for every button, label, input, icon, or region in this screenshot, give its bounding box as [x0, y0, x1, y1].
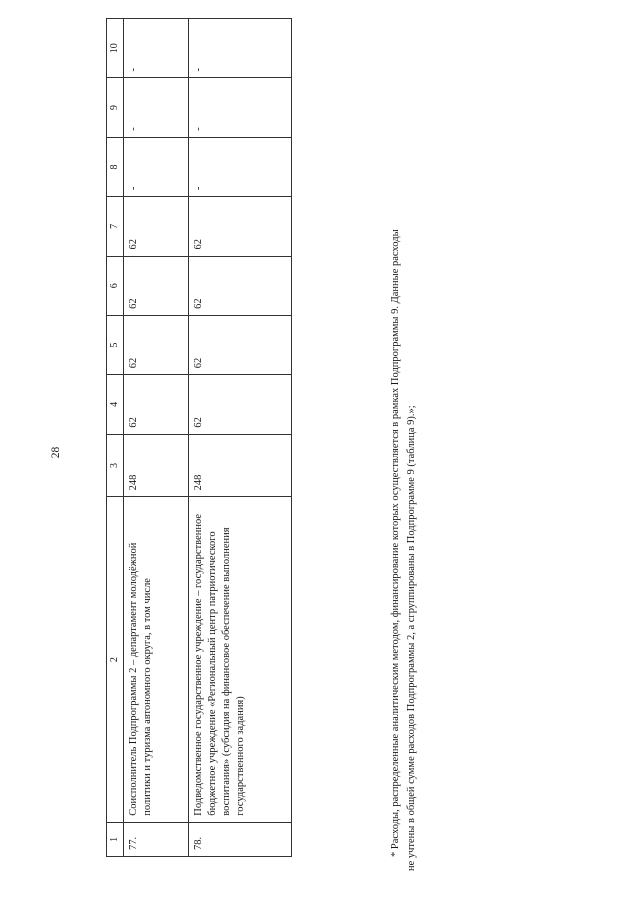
header-cell: 5: [107, 315, 124, 374]
footnote: [388, 27, 420, 871]
header-cell: 2: [107, 497, 124, 822]
row-value: -: [189, 137, 292, 196]
row-value: 248: [189, 434, 292, 497]
footnote-line: не учтены в общей сумме расходов Подпрограммы 2, а сгруппированы в Подпрограмме 9 (таблица 9).»;: [405, 405, 417, 871]
header-cell: 10: [107, 19, 124, 78]
table-row: [189, 19, 292, 857]
row-value: 248: [124, 434, 189, 497]
footnote-line: * Расходы, распределенные аналитическим методом, финансирование которых осуществляется в рамках Подпрограммы 9. Данные расходы: [390, 229, 401, 857]
row-number: 77.: [124, 822, 189, 856]
header-cell: 6: [107, 256, 124, 315]
header-cell: 1: [107, 822, 124, 856]
row-value: 62: [189, 197, 292, 256]
row-value: 62: [124, 375, 189, 434]
row-value: 62: [189, 315, 292, 374]
page-number: 28: [50, 446, 62, 459]
row-value: -: [124, 19, 189, 78]
row-value: -: [189, 19, 292, 78]
row-value: -: [124, 137, 189, 196]
row-value: 62: [189, 256, 292, 315]
row-value: -: [189, 78, 292, 137]
table-header-row: [107, 19, 124, 857]
header-cell: 7: [107, 197, 124, 256]
row-value: 62: [124, 197, 189, 256]
header-cell: 3: [107, 434, 124, 497]
row-value: 62: [124, 315, 189, 374]
header-cell: 8: [107, 137, 124, 196]
row-value: 62: [189, 375, 292, 434]
row-value: 62: [124, 256, 189, 315]
row-value: -: [124, 78, 189, 137]
row-number: 78.: [189, 822, 292, 856]
table-row: [124, 19, 189, 857]
row-name: Соисполнитель Подпрограммы 2 – департамент молодёжной политики и туризма автономного округа, в том числе: [124, 497, 189, 822]
header-cell: 9: [107, 78, 124, 137]
row-name: Подведомственное государственное учреждение – государственное бюджетное учреждение «Региональный центр патриотического воспитания» (субсидия на финансовое обеспечение выполнения государственного задания): [189, 497, 292, 822]
header-cell: 4: [107, 375, 124, 434]
expenditure-table: [106, 18, 292, 857]
